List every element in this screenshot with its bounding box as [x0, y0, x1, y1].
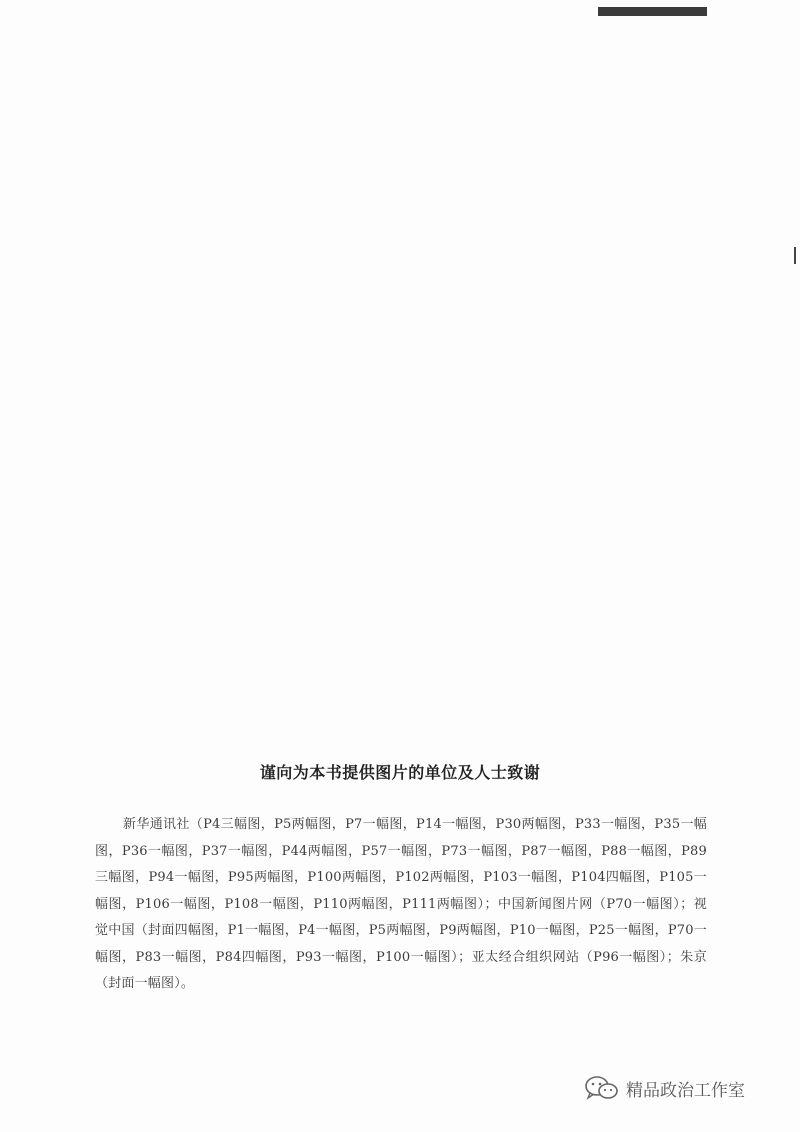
acknowledgement-title: 谨向为本书提供图片的单位及人士致谢 — [259, 763, 541, 782]
watermark — [584, 1075, 745, 1101]
watermark-text: 精品政治工作室 — [626, 1080, 745, 1101]
page-edge-tick — [794, 247, 796, 264]
wechat-icon — [584, 1075, 620, 1101]
page-edge-bar — [598, 7, 707, 16]
acknowledgement-body: 新华通讯社（P4三幅图，P5两幅图，P7一幅图，P14一幅图，P30两幅图，P33一幅图，P35一幅图，P36一幅图，P37一幅图，P44两幅图，P57一幅图，P73一幅图，P87一幅图，P88一幅图，P89三幅图，P94一幅图，P95两幅图，P100两幅图，P102两幅图，P103一幅图，P104四幅图，P105一幅图，P106一幅图，P108一幅图，P110两幅图，P111两幅图）；中国新闻图片网（P70一幅图）；视觉中国（封面四幅图，P1一幅图，P4一幅图，P5两幅图，P9两幅图，P10一幅图，P25一幅图，P70一幅图，P83一幅图，P84四幅图，P93一幅图，P100一幅图）；亚太经合组织网站（P96一幅图）；朱京（封面一幅图）。 — [95, 817, 707, 991]
